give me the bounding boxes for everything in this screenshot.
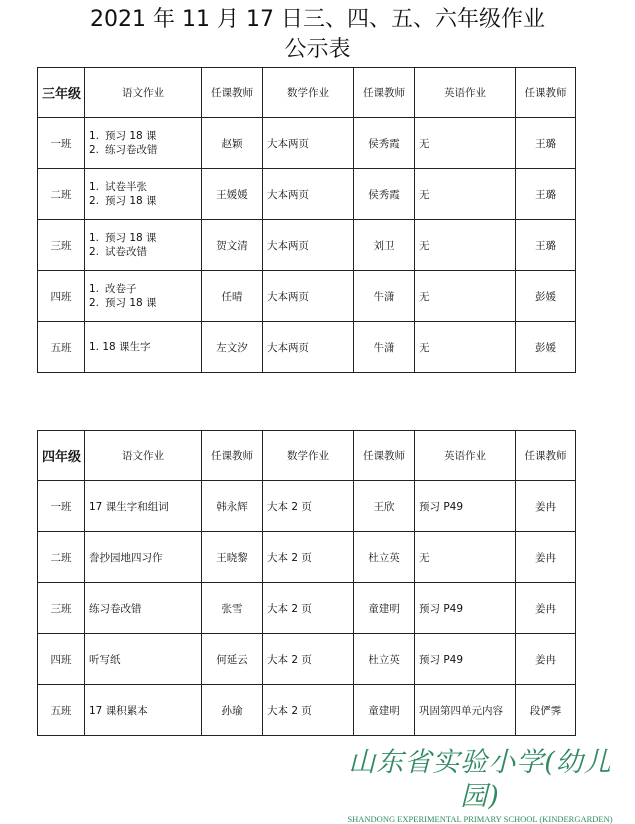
math-teacher: 侯秀霞 [354, 169, 415, 220]
table-row [38, 220, 576, 271]
english-homework: 巩固第四单元内容 [415, 685, 516, 736]
header-english: 英语作业 [415, 431, 516, 481]
grade-label: 四年级 [38, 431, 85, 481]
header-chinese: 语文作业 [85, 431, 202, 481]
list-item-number: 2. [89, 297, 100, 309]
chinese-homework: 听写纸 [85, 634, 202, 685]
list-item [89, 129, 197, 143]
table-row [38, 322, 576, 373]
english-teacher: 姜冉 [516, 634, 576, 685]
class-name: 五班 [38, 685, 85, 736]
list-item [89, 296, 197, 310]
chinese-homework [85, 220, 202, 271]
list-item-number: 1. [89, 130, 100, 142]
header-english: 英语作业 [415, 68, 516, 118]
list-item [89, 180, 197, 194]
header-english-teacher: 任课教师 [516, 68, 576, 118]
table-header-row [38, 431, 576, 481]
table-row [38, 481, 576, 532]
math-homework: 大本两页 [263, 322, 354, 373]
school-logo [330, 746, 630, 824]
math-homework: 大本 2 页 [263, 634, 354, 685]
class-name: 一班 [38, 481, 85, 532]
list-item [89, 340, 197, 354]
chinese-teacher: 张雪 [202, 583, 263, 634]
chinese-teacher: 王晓黎 [202, 532, 263, 583]
chinese-teacher: 赵颖 [202, 118, 263, 169]
table-row [38, 169, 576, 220]
header-chinese-teacher: 任课教师 [202, 431, 263, 481]
math-homework: 大本 2 页 [263, 481, 354, 532]
chinese-homework [85, 271, 202, 322]
math-homework: 大本两页 [263, 271, 354, 322]
english-teacher: 姜冉 [516, 481, 576, 532]
english-teacher: 姜冉 [516, 532, 576, 583]
header-chinese-teacher: 任课教师 [202, 68, 263, 118]
list-item [89, 231, 197, 245]
chinese-teacher: 任晴 [202, 271, 263, 322]
grade3-homework-table [37, 67, 576, 373]
english-homework: 无 [415, 118, 516, 169]
class-name: 三班 [38, 583, 85, 634]
chinese-homework-list [89, 340, 197, 354]
list-item-number: 1. [89, 283, 100, 295]
list-item-text: 预习 18 课 [105, 130, 157, 142]
school-logo-english: SHANDONG EXPERIMENTAL PRIMARY SCHOOL (KINDERGARDEN) [347, 814, 613, 824]
grade4-homework-table [37, 430, 576, 736]
math-homework: 大本两页 [263, 220, 354, 271]
table-row [38, 118, 576, 169]
math-teacher: 侯秀霞 [354, 118, 415, 169]
math-teacher: 王欣 [354, 481, 415, 532]
class-name: 二班 [38, 169, 85, 220]
english-homework: 预习 P49 [415, 481, 516, 532]
chinese-homework: 练习卷改错 [85, 583, 202, 634]
list-item-number: 2. [89, 246, 100, 258]
list-item-text: 预习 18 课 [105, 297, 157, 309]
math-teacher: 童建明 [354, 685, 415, 736]
table-row [38, 634, 576, 685]
chinese-homework-list [89, 231, 197, 259]
math-teacher: 刘卫 [354, 220, 415, 271]
header-english-teacher: 任课教师 [516, 431, 576, 481]
list-item-text: 试卷改错 [105, 246, 147, 258]
header-math: 数学作业 [263, 431, 354, 481]
chinese-homework-list [89, 282, 197, 310]
grade-label: 三年级 [38, 68, 85, 118]
math-homework: 大本 2 页 [263, 532, 354, 583]
list-item [89, 143, 197, 157]
list-item-text: 试卷半张 [105, 181, 147, 193]
math-teacher: 牛潇 [354, 322, 415, 373]
list-item [89, 194, 197, 208]
chinese-homework-list [89, 180, 197, 208]
english-homework: 无 [415, 169, 516, 220]
chinese-homework-list [89, 129, 197, 157]
chinese-homework [85, 169, 202, 220]
list-item-number: 1. [89, 232, 100, 244]
chinese-teacher: 孙瑜 [202, 685, 263, 736]
school-logo-chinese: 山东省实验小学(幼儿园) [348, 747, 612, 812]
chinese-homework [85, 118, 202, 169]
list-item-number: 2. [89, 195, 100, 207]
english-teacher: 王璐 [516, 169, 576, 220]
class-name: 四班 [38, 271, 85, 322]
chinese-homework: 17 课积累本 [85, 685, 202, 736]
header-math-teacher: 任课教师 [354, 431, 415, 481]
chinese-teacher: 左文汐 [202, 322, 263, 373]
header-math-teacher: 任课教师 [354, 68, 415, 118]
table-row [38, 583, 576, 634]
english-teacher: 彭媛 [516, 271, 576, 322]
english-teacher: 王璐 [516, 220, 576, 271]
class-name: 三班 [38, 220, 85, 271]
english-teacher: 王璐 [516, 118, 576, 169]
table-header-row [38, 68, 576, 118]
chinese-homework [85, 322, 202, 373]
list-item-text: 预习 18 课 [105, 232, 157, 244]
english-homework: 无 [415, 322, 516, 373]
table-row [38, 271, 576, 322]
english-teacher: 段俨霁 [516, 685, 576, 736]
table-row [38, 685, 576, 736]
english-homework: 无 [415, 532, 516, 583]
english-homework: 预习 P49 [415, 634, 516, 685]
math-homework: 大本 2 页 [263, 583, 354, 634]
math-homework: 大本 2 页 [263, 685, 354, 736]
math-teacher: 童建明 [354, 583, 415, 634]
list-item [89, 245, 197, 259]
list-item-text: 预习 18 课 [105, 195, 157, 207]
english-homework: 预习 P49 [415, 583, 516, 634]
header-math: 数学作业 [263, 68, 354, 118]
list-item-number: 1. [89, 181, 100, 193]
class-name: 二班 [38, 532, 85, 583]
page-subtitle: 公示表 [284, 37, 351, 62]
english-homework: 无 [415, 271, 516, 322]
page-title: 2021 年 11 月 17 日三、四、五、六年级作业 [90, 7, 545, 32]
table-row [38, 532, 576, 583]
chinese-homework: 17 课生字和组词 [85, 481, 202, 532]
chinese-homework: 誊抄园地四习作 [85, 532, 202, 583]
math-teacher: 杜立英 [354, 532, 415, 583]
chinese-teacher: 王媛媛 [202, 169, 263, 220]
list-item-text: 练习卷改错 [105, 144, 158, 156]
class-name: 五班 [38, 322, 85, 373]
math-homework: 大本两页 [263, 169, 354, 220]
class-name: 一班 [38, 118, 85, 169]
english-teacher: 姜冉 [516, 583, 576, 634]
english-homework: 无 [415, 220, 516, 271]
math-teacher: 牛潇 [354, 271, 415, 322]
math-teacher: 杜立英 [354, 634, 415, 685]
chinese-teacher: 韩永辉 [202, 481, 263, 532]
class-name: 四班 [38, 634, 85, 685]
chinese-teacher: 何延云 [202, 634, 263, 685]
list-item-text: 改卷子 [105, 283, 137, 295]
header-chinese: 语文作业 [85, 68, 202, 118]
list-item-text: 1. 18 课生字 [89, 341, 151, 353]
english-teacher: 彭媛 [516, 322, 576, 373]
math-homework: 大本两页 [263, 118, 354, 169]
chinese-teacher: 贺文清 [202, 220, 263, 271]
list-item [89, 282, 197, 296]
list-item-number: 2. [89, 144, 100, 156]
